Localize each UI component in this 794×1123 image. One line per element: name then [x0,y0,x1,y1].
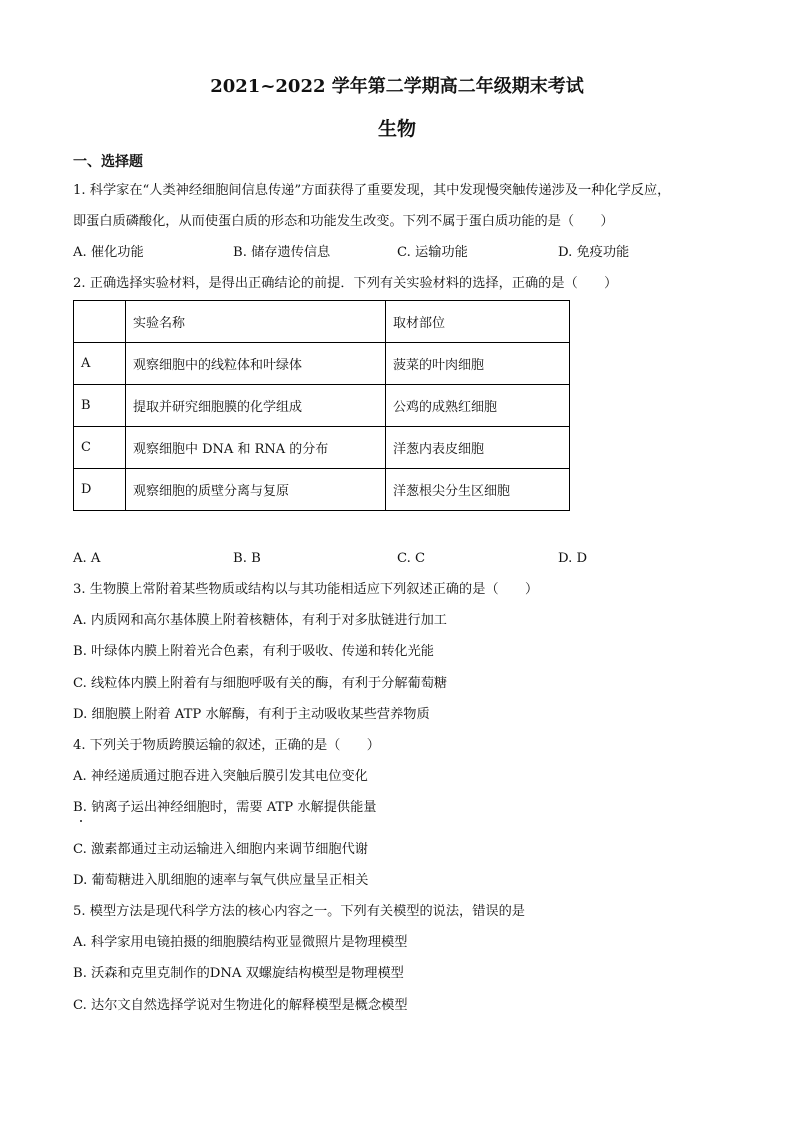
q3-option-d[interactable]: D. 细胞膜上附着 ATP 水解酶，有利于主动吸收某些营养物质 [73,707,430,722]
experiment-table [73,300,570,511]
q3-option-a[interactable]: A. 内质网和高尔基体膜上附着核糖体，有利于对多肽链进行加工 [73,613,447,628]
table-cell: 公鸡的成熟红细胞 [386,385,570,427]
q1-option-c[interactable]: C. 运输功能 [397,245,468,260]
q2-option-a[interactable]: A. A [73,551,101,566]
q2-option-c[interactable]: C. C [397,551,426,566]
q2-option-d[interactable]: D. D [558,551,588,566]
section-heading: 一、选择题 [73,154,143,170]
q3-option-c[interactable]: C. 线粒体内膜上附着有与细胞呼吸有关的酶，有利于分解葡萄糖 [73,676,448,691]
q2-stem: 2. 正确选择实验材料，是得出正确结论的前提．下列有关实验材料的选择，正确的是（ ） [73,276,618,291]
table-row [74,427,570,469]
table-cell: A [74,343,126,385]
table-cell: 菠菜的叶肉细胞 [386,343,570,385]
q5-option-b[interactable]: B. 沃森和克里克制作的DNA 双螺旋结构模型是物理模型 [73,966,404,981]
table-header-cell [74,301,126,343]
q2-option-b[interactable]: B. B [233,551,261,566]
table-row [74,343,570,385]
table-cell: 洋葱内表皮细胞 [386,427,570,469]
table-cell: D [74,469,126,511]
exam-title: 2021~2022 学年第二学期高二年级期末考试 [210,76,584,97]
q1-option-d[interactable]: D. 免疫功能 [558,245,630,260]
table-header-cell: 实验名称 [126,301,386,343]
q4-option-d[interactable]: D. 葡萄糖进入肌细胞的速率与氧气供应量呈正相关 [73,873,369,888]
q4-option-a[interactable]: A. 神经递质通过胞吞进入突触后膜引发其电位变化 [73,769,368,784]
table-cell: 观察细胞中的线粒体和叶绿体 [126,343,386,385]
table-cell: B [74,385,126,427]
table-row [74,385,570,427]
q4-option-c[interactable]: C. 激素都通过主动运输进入细胞内来调节细胞代谢 [73,842,368,857]
table-header-row [74,301,570,343]
q4-option-b[interactable]: B. 钠离子运出神经细胞时，需要 ATP 水解提供能量 [73,800,377,815]
q1-stem-line1: 1. 科学家在“人类神经细胞间信息传递”方面获得了重要发现，其中发现慢突触传递涉及一种化学反应， [73,183,671,198]
q1-option-b[interactable]: B. 储存遗传信息 [233,245,331,260]
table-cell: 观察细胞的质壁分离与复原 [126,469,386,511]
table-cell: 洋葱根尖分生区细胞 [386,469,570,511]
stray-mark [80,820,82,822]
table-cell: C [74,427,126,469]
table-header-cell: 取材部位 [386,301,570,343]
q1-stem-line2: 即蛋白质磷酸化，从而使蛋白质的形态和功能发生改变。下列不属于蛋白质功能的是（ ） [73,214,614,229]
q5-option-a[interactable]: A. 科学家用电镜拍摄的细胞膜结构亚显微照片是物理模型 [73,935,408,950]
q5-stem: 5. 模型方法是现代科学方法的核心内容之一。下列有关模型的说法，错误的是 [73,904,525,919]
q3-option-b[interactable]: B. 叶绿体内膜上附着光合色素，有利于吸收、传递和转化光能 [73,644,434,659]
q3-stem: 3. 生物膜上常附着某些物质或结构以与其功能相适应下列叙述正确的是（ ） [73,582,539,597]
table-cell: 观察细胞中 DNA 和 RNA 的分布 [126,427,386,469]
q1-option-a[interactable]: A. 催化功能 [73,245,144,260]
table-row [74,469,570,511]
q4-stem: 4. 下列关于物质跨膜运输的叙述，正确的是（ ） [73,738,380,753]
subject-title: 生物 [377,118,416,140]
q5-option-c[interactable]: C. 达尔文自然选择学说对生物进化的解释模型是概念模型 [73,998,408,1013]
table-cell: 提取并研究细胞膜的化学组成 [126,385,386,427]
